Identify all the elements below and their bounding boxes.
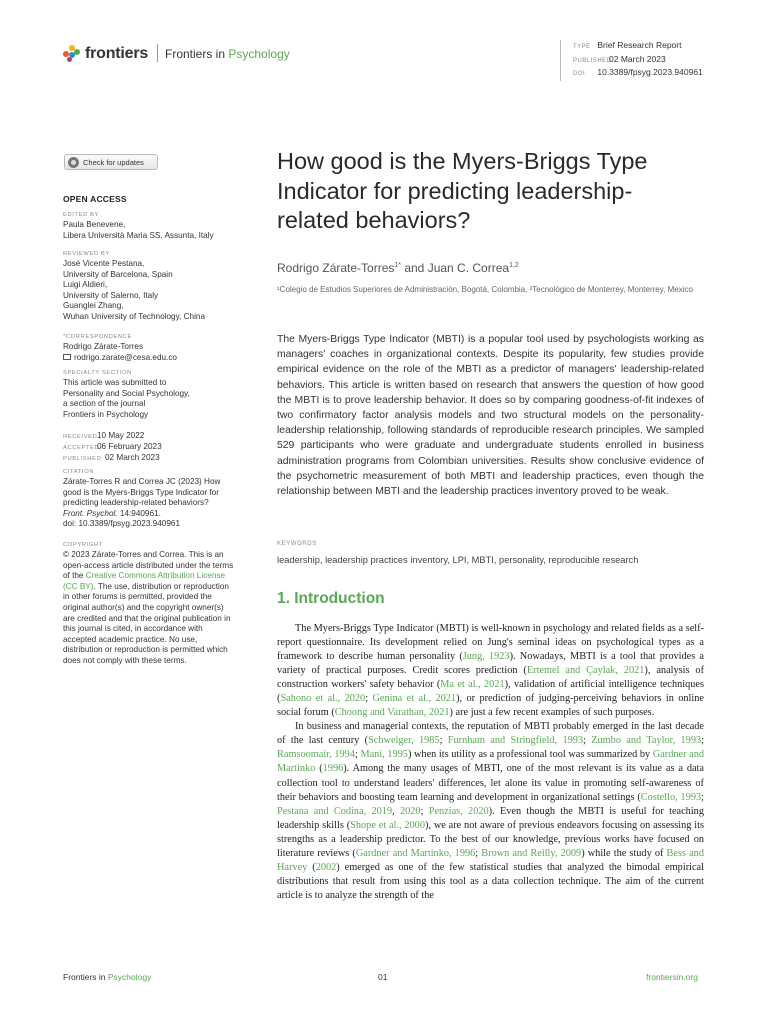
article-type: Brief Research Report: [597, 40, 682, 50]
abstract: The Myers-Briggs Type Indicator (MBTI) is a popular tool used by psychologists working as managers' coaches in organizational contexts. Despite its popularity, few studies provide empirical evidence on the role of the MBTI as a predictor of managers' leadership-related behaviors. This article is written based on research that answers the question of how good the MBTI is to prove leadership behavior. It does so by comparing goodness-of-fit indexes of two confirmatory factor analysis models and two structural models on the personality-leadership relationship, following standards of reproducible research principles. We sampled 529 participants who were graduate and undergraduate students enrolled in business administration programs from Colombian universities. Results show conclusive evidence of the psychometric measurement of both MBTI and leadership practices, even though the relationship between MBTI and the leadership practices inventory proved to be weak.: [277, 334, 704, 498]
reviewer-affiliation: Wuhan University of Technology, China: [63, 311, 205, 321]
correspondence-email[interactable]: rodrigo.zarate@cesa.edu.co: [74, 352, 177, 362]
correspondence-email-row[interactable]: [63, 353, 263, 364]
copyright-line: accepted academic practice. No use,: [63, 634, 198, 644]
footer-journal-prefix: Frontiers in: [63, 972, 108, 982]
citation-link[interactable]: Penzias, 2020: [428, 805, 489, 817]
paragraph-text: The Myers-Briggs Type Indicator (MBTI) is well-known in psychology and related fields as a self-report questionnaire. Its development relied on Jung's seminal ideas on psychological types as a framework to describe human personality (: [277, 623, 704, 663]
reviewer-affiliation: University of Salerno, Italy: [63, 290, 159, 300]
citation-link[interactable]: 2020: [399, 805, 421, 817]
footer-site-link[interactable]: frontiersin.org: [646, 972, 698, 982]
license-link[interactable]: Creative Commons Attribution License: [85, 571, 226, 581]
citation-line: Zárate-Torres R and Correa JC (2023) How: [63, 477, 221, 486]
specialty-line: Frontiers in Psychology: [63, 409, 149, 419]
journal-prefix: Frontiers in: [165, 47, 226, 61]
journal-title: Psychology: [228, 47, 290, 61]
citation-link[interactable]: Mani, 1995: [360, 749, 408, 761]
received-date: 10 May 2022: [97, 431, 145, 440]
paragraph-text: ;: [701, 735, 704, 747]
paragraph-text: ) while the study of: [581, 847, 667, 859]
paragraph-text: ;: [701, 791, 704, 803]
citation-label: CITATION: [63, 469, 94, 475]
paragraph-text: ), or prediction of judging-perceiving behaviors in online social forum (: [277, 693, 705, 719]
reviewed-by-section: [63, 250, 263, 323]
received-key: RECEIVED: [63, 434, 98, 440]
crossmark-icon: [68, 157, 79, 168]
frontiers-logo[interactable]: [63, 44, 148, 64]
citation-link[interactable]: 2002: [315, 861, 337, 873]
paragraph-text: ;: [365, 693, 373, 705]
journal-name[interactable]: [165, 47, 290, 61]
editor-name: Paula Benevene,: [63, 220, 126, 229]
citation-link[interactable]: Furnham and Stringfield, 1993: [447, 735, 584, 747]
section-heading: 1. Introduction: [277, 590, 385, 607]
paragraph-text: (: [307, 861, 316, 873]
copyright-line: distribution or reproduction is permitted which: [63, 645, 228, 655]
published-key: PUBLISHED: [573, 57, 612, 64]
paragraph-text: In business and managerial contexts, the reputation of MBTI probably emerged in the last decade of the last century (: [277, 721, 704, 747]
correspondence-name: Rodrigo Zárate-Torres: [63, 342, 144, 351]
paragraph: [277, 622, 704, 720]
citation-link[interactable]: Costello, 1993: [640, 791, 702, 803]
paragraph-text: ;: [475, 847, 482, 859]
copyright-line: does not comply with these terms.: [63, 655, 187, 665]
edited-by-label: EDITED BY: [63, 212, 100, 218]
specialty-line: Personality and Social Psychology,: [63, 388, 190, 398]
published-key: PUBLISHED: [63, 456, 102, 462]
dates-section: [63, 431, 263, 464]
citation-link[interactable]: Zumbo and Taylor, 1993: [591, 735, 702, 747]
citation-link[interactable]: Shope et al., 2000: [350, 819, 425, 831]
reviewer-affiliation: University of Barcelona, Spain: [63, 269, 173, 279]
citation-volume: 14:940961.: [117, 508, 161, 518]
author-list: [277, 261, 519, 275]
paragraph-text: ), analysis of construction workers' safety behavior (: [277, 665, 704, 691]
citation-link[interactable]: Bess and Harvey: [277, 847, 704, 873]
article-title: How good is the Myers-Briggs Type Indicator for predicting leadership-related behaviors?: [277, 148, 648, 233]
paragraph-text: ). Even though the MBTI is useful for teaching leadership skills (: [277, 805, 704, 831]
editor-affiliation: Libera Università Maria SS. Assunta, Italy: [63, 230, 214, 240]
citation-line: good is the Myers-Briggs Type Indicator for: [63, 487, 219, 497]
type-key: TYPE: [573, 44, 591, 50]
check-updates-label: Check for updates: [83, 157, 144, 167]
correspondence-label: *CORRESPONDENCE: [63, 334, 132, 340]
author-name[interactable]: Juan C. Correa: [427, 261, 510, 275]
citation-link[interactable]: Schweiger, 1985: [368, 735, 440, 747]
citation-journal: Front. Psychol.: [63, 508, 118, 518]
copyright-line: in other forums is permitted, provided the: [63, 592, 212, 602]
copyright-line: original author(s) and the copyright owner(s): [63, 602, 224, 612]
cc-by-link[interactable]: (CC BY): [63, 581, 94, 591]
citation-doi[interactable]: doi: 10.3389/fpsyg.2023.940961: [63, 519, 180, 529]
paragraph-text: ) emerged as one of the few statistical studies that analyzed the bimodal empirical distributions that result from using this tool as a data collection technique. The aim of the current article is to analyze the strength of the: [277, 861, 704, 901]
reviewer-name: Guanglei Zhang,: [63, 301, 124, 311]
paragraph-text: ;: [583, 735, 592, 747]
specialty-line: This article was submitted to: [63, 378, 167, 387]
edited-by-section: [63, 211, 263, 241]
frontiers-logo-icon: [63, 45, 81, 63]
paragraph-text: ) are just a few recent examples of such purposes.: [449, 707, 655, 719]
citation-link[interactable]: Pestana and Codina, 2019: [277, 805, 393, 817]
paragraph: [277, 720, 704, 903]
header-divider: [157, 44, 158, 62]
citation-link[interactable]: Gardner and Martinko, 1996: [355, 847, 476, 859]
copyright-line: open-access article distributed under the terms: [63, 560, 234, 570]
author-name[interactable]: Rodrigo Zárate-Torres: [277, 261, 395, 275]
citation-section: [63, 468, 263, 530]
copyright-line: this journal is cited, in accordance with: [63, 624, 203, 634]
copyright-line: © 2023 Zárate-Torres and Correa. This is an: [63, 550, 224, 559]
footer-journal[interactable]: [63, 972, 151, 982]
specialty-line: a section of the journal: [63, 399, 146, 409]
envelope-icon: [63, 354, 71, 360]
paragraph-text: ;: [439, 735, 448, 747]
paragraph-text: ). Among the many usages of MBTI, one of the most relevant is its value as a data collection tool to understand leaders' differences, let alone its value in promoting self-awareness of their behaviors and boosting team learning and development in organizational settings (: [277, 763, 704, 803]
paragraph-text: ). Nowadays, MBTI is a tool that provides a variety of practical purposes. Credit scores prediction (: [277, 651, 704, 677]
paragraph-text: ) when its utility as a professional tool was summarized by: [407, 749, 653, 761]
copyright-line: of the: [63, 571, 86, 581]
doi-link[interactable]: 10.3389/fpsyg.2023.940961: [597, 67, 703, 77]
article-meta: [560, 40, 703, 81]
doi-key: DOI: [573, 71, 586, 77]
accepted-date: 06 February 2023: [97, 442, 162, 451]
brand-name: frontiers: [85, 45, 149, 62]
copyright-line: are credited and that the original publication in: [63, 613, 231, 623]
citation-link[interactable]: Ertemel and Çaylak, 2021: [526, 665, 645, 677]
published-date: 02 March 2023: [609, 53, 666, 64]
citation-link[interactable]: Choong and Varathan, 2021: [334, 707, 450, 719]
open-access-label: OPEN ACCESS: [63, 194, 127, 204]
copyright-label: COPYRIGHT: [63, 542, 103, 548]
keywords: leadership, leadership practices inventory, LPI, MBTI, personality, reproducible research: [277, 555, 639, 565]
paragraph-text: ), validation of artificial intelligence techniques (: [277, 679, 704, 705]
page-number: 01: [378, 972, 388, 982]
keywords-label: KEYWORDS: [277, 541, 317, 547]
citation-link[interactable]: Genina et al., 2021: [372, 693, 457, 705]
published-date: 02 March 2023: [105, 453, 160, 462]
author-affiliation-marker: 1*: [394, 262, 401, 269]
citation-link[interactable]: Gardner and Martinko: [277, 749, 704, 775]
accepted-key: ACCEPTED: [63, 445, 100, 451]
body-text: [277, 622, 704, 903]
check-for-updates-button[interactable]: [64, 154, 158, 170]
paragraph-text: ,: [392, 805, 400, 817]
specialty-label: SPECIALTY SECTION: [63, 370, 132, 376]
reviewer-name: José Vicente Pestana,: [63, 259, 145, 268]
author-affiliation-marker: 1,2: [509, 262, 519, 269]
paragraph-text: ;: [420, 805, 429, 817]
reviewer-name: Luigi Aldieri,: [63, 280, 108, 290]
citation-link[interactable]: Jung, 1923: [462, 651, 510, 663]
specialty-section: [63, 369, 263, 420]
citation-line: predicting leadership-related behaviors?: [63, 498, 209, 508]
author-conjunction: and: [401, 261, 428, 275]
citation-link[interactable]: Sahono et al., 2020: [280, 693, 366, 705]
paragraph-text: ;: [354, 749, 361, 761]
affiliations: ¹Colegio de Estudios Superiores de Administración, Bogotá, Colombia, ²Tecnológico de Monterrey, Monterrey, Mexico: [277, 285, 693, 294]
copyright-line: . The use, distribution or reproduction: [93, 581, 229, 591]
citation-link[interactable]: Ramsoomair, 1994: [277, 749, 355, 761]
paragraph-text: (: [315, 763, 323, 775]
copyright-section: [63, 541, 263, 667]
correspondence-section: [63, 333, 263, 363]
citation-link[interactable]: 1996: [322, 763, 344, 775]
paragraph-text: ), we are not aware of previous endeavors focusing on assessing its strengths as a leadership predictor. To the best of our knowledge, previous works have focused on literature reviews (: [277, 819, 704, 859]
citation-link[interactable]: Ma et al., 2021: [440, 679, 505, 691]
footer-journal-name: Psychology: [107, 972, 152, 982]
citation-link[interactable]: Brown and Reilly, 2009: [481, 847, 582, 859]
reviewed-by-label: REVIEWED BY: [63, 251, 110, 257]
